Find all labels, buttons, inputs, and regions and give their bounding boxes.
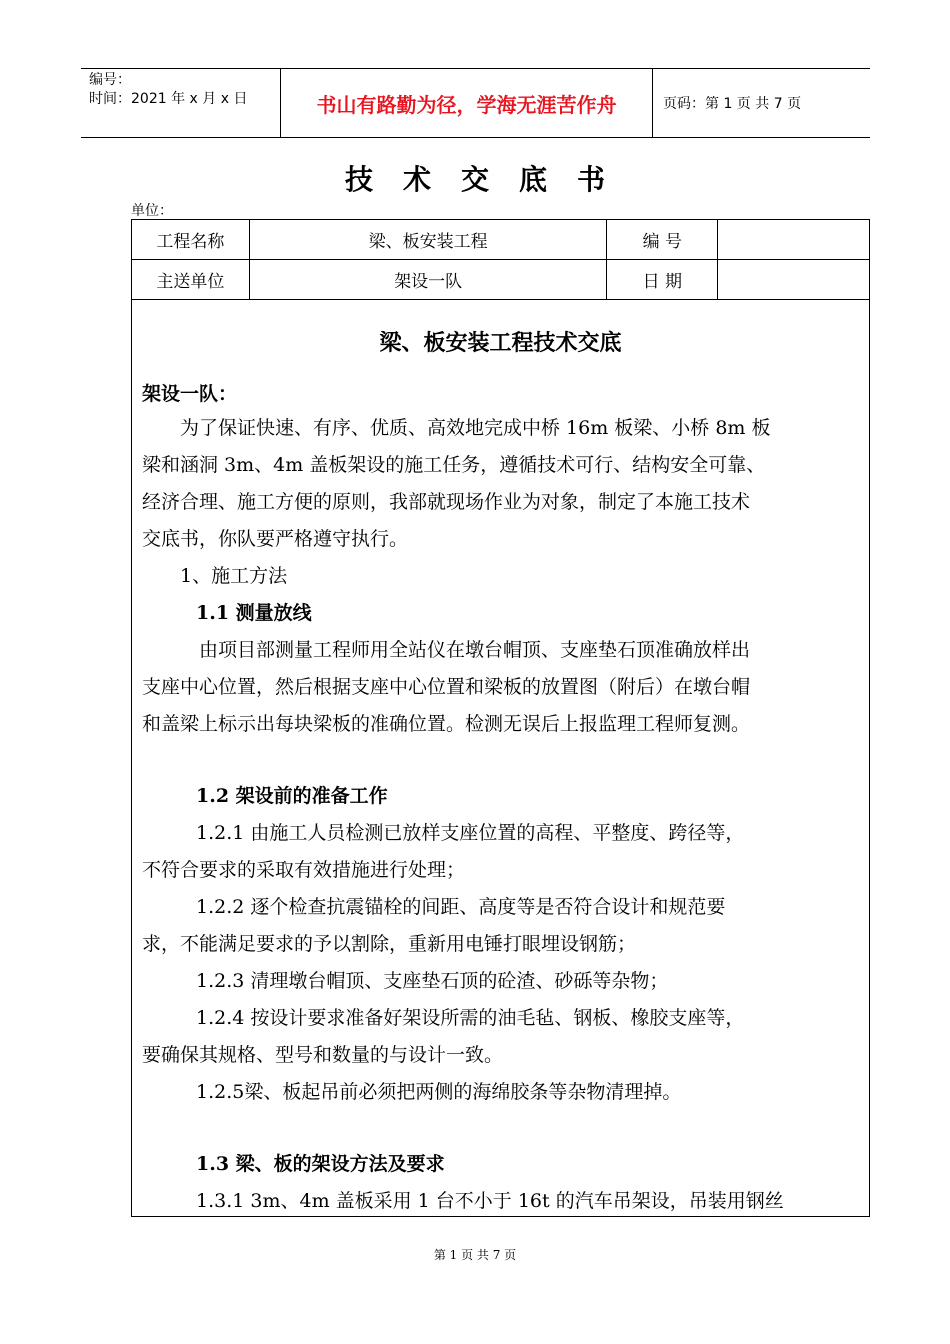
header-meta xyxy=(81,69,281,137)
main-unit-label: 主送单位 xyxy=(132,260,250,300)
paragraph-line: 不符合要求的采取有效措施进行处理； xyxy=(142,859,466,881)
paragraph-line: 支座中心位置，然后根据支座中心位置和梁板的放置图（附后）在墩台帽 xyxy=(142,676,751,698)
heading-1-3: 1.3 梁、板的架设方法及要求 xyxy=(196,1153,445,1175)
header-page-label: 页码：第 1 页 共 7 页 xyxy=(663,96,802,112)
intro-line: 梁和涵洞 3m、4m 盖板架设的施工任务，遵循技术可行、结构安全可靠、 xyxy=(142,454,766,476)
document-title: 技术交底书 xyxy=(344,163,635,196)
paragraph-line: 要确保其规格、型号和数量的与设计一致。 xyxy=(142,1044,504,1066)
paragraph-line: 1.2.4 按设计要求准备好架设所需的油毛毡、钢板、橡胶支座等， xyxy=(196,1007,745,1029)
date-label: 日 期 xyxy=(607,260,718,300)
section-title: 梁、板安装工程技术交底 xyxy=(379,330,622,356)
paragraph-line: 1.2.2 逐个检查抗震锚栓的间距、高度等是否符合设计和规范要 xyxy=(196,896,726,918)
heading-1: 1、施工方法 xyxy=(180,565,288,587)
paragraph-line: 1.2.5梁、板起吊前必须把两侧的海绵胶条等杂物清理掉。 xyxy=(196,1081,682,1103)
intro-line: 为了保证快速、有序、优质、高效地完成中桥 16m 板梁、小桥 8m 板 xyxy=(180,417,771,439)
project-info-table xyxy=(131,219,870,300)
table-row xyxy=(132,220,870,260)
paragraph-line: 由项目部测量工程师用全站仪在墩台帽顶、支座垫石顶准确放样出 xyxy=(199,639,751,661)
body-content-box xyxy=(131,300,870,1217)
intro-line: 交底书，你队要严格遵守执行。 xyxy=(142,528,409,550)
intro-line: 经济合理、施工方便的原则，我部就现场作业为对象，制定了本施工技术 xyxy=(142,491,751,513)
main-unit-value: 架设一队 xyxy=(249,260,607,300)
date-value xyxy=(718,260,870,300)
paragraph-line: 1.2.1 由施工人员检测已放样支座位置的高程、平整度、跨径等， xyxy=(196,822,745,844)
addressee: 架设一队： xyxy=(142,383,238,405)
project-name-value: 梁、板安装工程 xyxy=(249,220,607,260)
header-number-label: 编号： xyxy=(89,72,131,88)
table-row xyxy=(132,260,870,300)
page-footer: 第 1 页 共 7 页 xyxy=(433,1248,517,1262)
header-time-label: 时间：2021 年 x 月 x 日 xyxy=(89,91,248,107)
heading-1-2: 1.2 架设前的准备工作 xyxy=(196,785,388,807)
header-motto: 书山有路勤为径，学海无涯苦作舟 xyxy=(281,69,653,137)
paragraph-line: 和盖梁上标示出每块梁板的准确位置。检测无误后上报监理工程师复测。 xyxy=(142,713,751,735)
heading-1-1: 1.1 测量放线 xyxy=(196,602,312,624)
code-label: 编 号 xyxy=(607,220,718,260)
page-header xyxy=(81,68,870,138)
paragraph-line: 1.2.3 清理墩台帽顶、支座垫石顶的砼渣、砂砾等杂物； xyxy=(196,970,669,992)
paragraph-line: 1.3.1 3m、4m 盖板采用 1 台不小于 16t 的汽车吊架设，吊装用钢丝 xyxy=(196,1190,784,1212)
paragraph-line: 求，不能满足要求的予以割除，重新用电锤打眼埋设钢筋； xyxy=(142,933,637,955)
code-value xyxy=(718,220,870,260)
unit-label: 单位： xyxy=(131,203,173,219)
project-name-label: 工程名称 xyxy=(132,220,250,260)
